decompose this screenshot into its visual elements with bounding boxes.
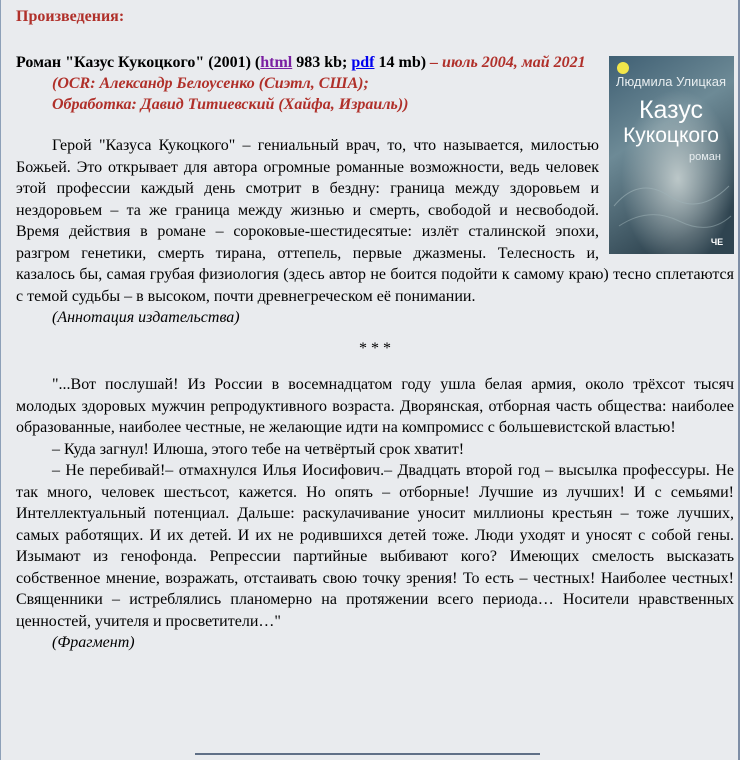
processing-credit: Обработка: Давид Титиевский (Хайфа, Израиль)) xyxy=(52,96,409,113)
cover-genre: роман xyxy=(689,151,721,163)
fragment-paragraph: "...Вот послушай! Из России в восемнадцатом году ушла белая армия, около трёхсот тысяч молодых здоровых мужчин репродуктивного возраста. Дворянская, отборная часть общества: наиболее образованные, наиболее честные, не желающие идти на компромисс с большевистской властью! xyxy=(16,376,734,436)
fragment-paragraph: – Куда загнул! Илюша, этого тебе на четвёртый срок хватит! xyxy=(52,440,465,458)
html-size: 983 kb; xyxy=(296,54,348,71)
cover-title-1: Казус xyxy=(638,96,704,124)
bottom-divider xyxy=(195,753,540,755)
html-download-link[interactable]: html xyxy=(260,54,293,71)
section-separator: * * * xyxy=(359,340,391,357)
fragment-source: (Фрагмент) xyxy=(52,634,135,651)
cover-publisher: ЧЕ xyxy=(710,237,724,247)
annotation-text: Герой "Казуса Кукоцкого" – гениальный врач, то, что называется, милостью Божьей. Это открывает для автора огромные романные возможности, ведь человек этой профессии каждый день смотрит в бездну: граница между здоровьем и нездоровьем – та же граница между жизнью и смерть, свободой и несвободой. Время действия в романе – сороковые-шестидесятые: излёт сталинской эпохи, разгром генетики, смерть тирана, оттепель, первые джазмены. Телесность и, казалось бы, самая грубая физиология (здесь автор не боится подойти к самому краю) тесно сплетаются с темой судьбы – в высоком, почти древнегреческом её понимании. xyxy=(16,137,734,305)
cover-author: Людмила Улицкая xyxy=(615,74,727,89)
cover-sun-icon xyxy=(617,62,629,74)
ocr-credit: (OCR: Александр Белоусенко (Сиэтл, США); xyxy=(52,75,369,92)
book-title: Роман "Казус Кукоцкого" (2001) xyxy=(16,54,251,71)
book-cover-image[interactable] xyxy=(609,56,734,254)
open-paren: ( xyxy=(254,54,261,71)
pdf-size: 14 mb) xyxy=(378,54,427,71)
section-title: Произведения: xyxy=(16,8,125,25)
publication-dates: – июль 2004, май 2021 xyxy=(430,54,586,71)
pdf-download-link[interactable]: pdf xyxy=(351,54,375,71)
fragment-paragraph: – Не перебивай!– отмахнулся Илья Иосифович.– Двадцать второй год – высылка профессуры. Не так много, человек шестьсот, кажется. Но опять – отборные! Лучшие из лучших! И с семьями! Интеллектуальный потенциал. Дальше: раскулачивание уносит миллионы крестьян – тоже лучших, самых работящих. И их детей. И их не родившихся детей тоже. Люди уходят и уносят с собой гены. Изымают из генофонда. Репрессии партийные выбивают кого? Имеющих смелость высказать собственное мнение, возражать, отстаивать свою точку зрения! То есть – честных! Наиболее честных! Священники – истреблялись планомерно на протяжении всего периода… Носители нравственных ценностей, учителя и просветители…" xyxy=(16,462,734,630)
annotation-source: (Аннотация издательства) xyxy=(52,309,240,326)
cover-title-2: Кукоцкого xyxy=(623,124,719,147)
book-entry xyxy=(16,52,734,653)
